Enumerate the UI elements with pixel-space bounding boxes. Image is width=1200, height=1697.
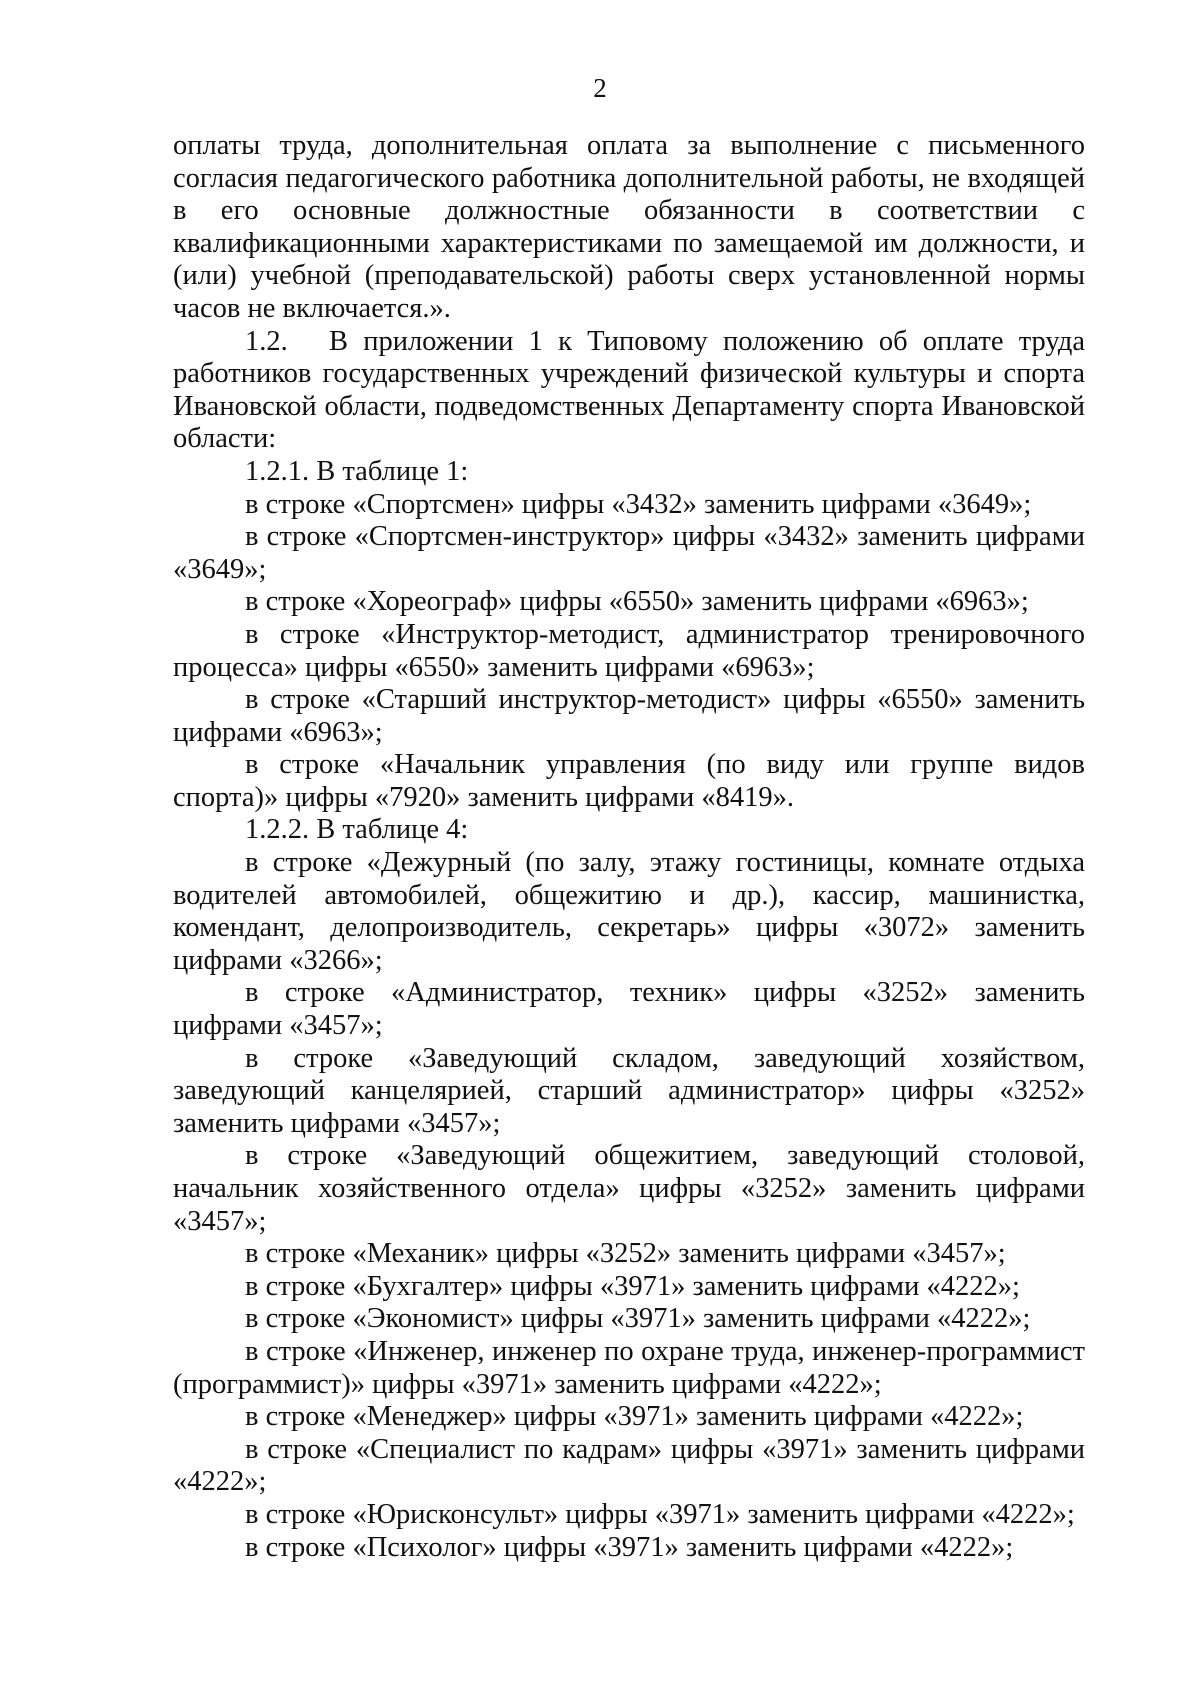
paragraph-item-1-2	[173, 326, 1085, 456]
paragraph-psychologist: в строке «Психолог» цифры «3971» заменить цифрами «4222»;	[245, 1531, 1014, 1563]
paragraph-mechanic: в строке «Механик» цифры «3252» заменить цифрами «3457»;	[245, 1238, 1006, 1270]
paragraph-continuation: оплаты труда, дополнительная оплата за выполнение с письменного согласия педагогического работника дополнительной работы, не входящей в его основные должностные обязанности в соответствии с квалификационными характеристиками по замещаемой им должности, и (или) учебной (преподавательской) работы сверх установленной нормы часов не включается.».	[173, 130, 1085, 324]
paragraph-hr-specialist: в строке «Специалист по кадрам» цифры «3971» заменить цифрами «4222»;	[173, 1433, 1085, 1498]
paragraph-sportsman-instructor: в строке «Спортсмен-инструктор» цифры «3432» заменить цифрами «3649»;	[173, 521, 1085, 585]
paragraph-item-1-2-2: 1.2.2. В таблице 4:	[245, 814, 469, 846]
paragraph-senior-instructor: в строке «Старший инструктор-методист» цифры «6550» заменить цифрами «6963»;	[173, 684, 1085, 748]
paragraph-legal-adviser: в строке «Юрисконсульт» цифры «3971» заменить цифрами «4222»;	[245, 1498, 1075, 1530]
paragraph-sportsman: в строке «Спортсмен» цифры «3432» заменить цифрами «3649»;	[245, 488, 1032, 520]
paragraph-administrator-technician: в строке «Администратор, техник» цифры «3252» заменить цифрами «3457»;	[173, 977, 1085, 1042]
paragraph-accountant: в строке «Бухгалтер» цифры «3971» заменить цифрами «4222»;	[245, 1270, 1020, 1302]
document-body	[173, 130, 1085, 1564]
paragraph-manager: в строке «Менеджер» цифры «3971» заменить цифрами «4222»;	[245, 1401, 1024, 1433]
paragraph-item-1-2-1: 1.2.1. В таблице 1:	[245, 455, 469, 487]
paragraph-warehouse-manager: в строке «Заведующий складом, заведующий хозяйством, заведующий канцелярией, старший администратор» цифры «3252» заменить цифрами «3457»;	[173, 1042, 1085, 1139]
paragraph-instructor-methodist: в строке «Инструктор-методист, администратор тренировочного процесса» цифры «6550» заменить цифрами «6963»;	[173, 618, 1085, 683]
paragraph-choreographer: в строке «Хореограф» цифры «6550» заменить цифрами «6963»;	[245, 586, 1029, 618]
paragraph-item-1-2-text: В приложении 1 к Типовому положению об оплате труда работников государственных учреждений физической культуры и спорта Ивановской области, подведомственных Департаменту спорта Ивановской области:	[173, 325, 1085, 455]
paragraph-economist: в строке «Экономист» цифры «3971» заменить цифрами «4222»;	[245, 1303, 1031, 1335]
paragraph-head-of-department: в строке «Начальник управления (по виду или группе видов спорта)» цифры «7920» заменить цифрами «8419».	[173, 749, 1085, 813]
item-number: 1.2.	[245, 325, 288, 357]
paragraph-engineer: в строке «Инженер, инженер по охране труда, инженер-программист (программист)» цифры «3971» заменить цифрами «4222»;	[173, 1335, 1085, 1400]
paragraph-duty-officer: в строке «Дежурный (по залу, этажу гостиницы, комнате отдыха водителей автомобилей, общежитию и др.), кассир, машинистка, комендант, делопроизводитель, секретарь» цифры «3072» заменить цифрами «3266»;	[173, 847, 1085, 976]
paragraph-dormitory-manager: в строке «Заведующий общежитием, заведующий столовой, начальник хозяйственного отдела» цифры «3252» заменить цифрами «3457»;	[173, 1140, 1085, 1237]
page-number: 2	[593, 73, 607, 103]
